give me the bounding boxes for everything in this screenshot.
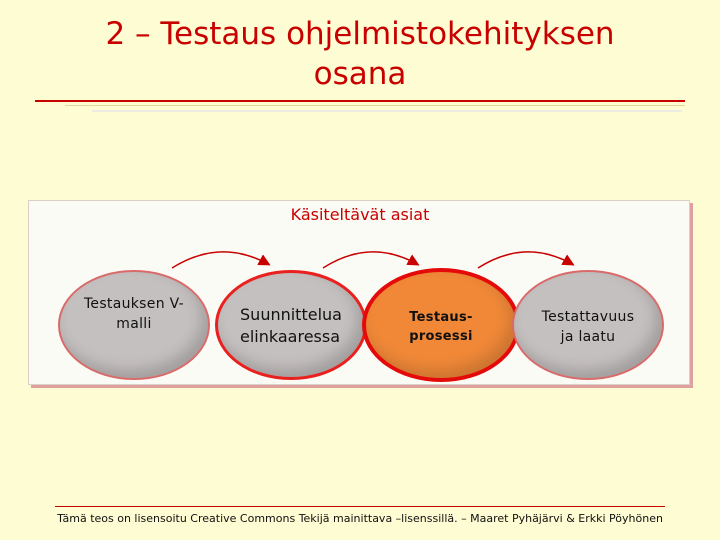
arrow-2-to-3	[323, 252, 417, 268]
license-footer: Tämä teos on lisensoitu Creative Commons Tekijä mainittava –lisenssillä. – Maaret Pyhäjärvi & Erkki Pöyhönen	[57, 512, 663, 525]
topic-label: Suunnittelua elinkaaressa	[240, 305, 342, 346]
topic-label: Testattavuus ja laatu	[541, 309, 635, 345]
arrow-1-to-2	[172, 252, 268, 268]
topic-node-test-process	[362, 268, 520, 382]
title-line-1: 2 – Testaus ohjelmistokehityksen	[105, 16, 615, 52]
topics-heading: Käsiteltävät asiat	[290, 205, 430, 224]
arrow-3-to-4	[478, 252, 572, 268]
topic-label: Testaus- prosessi	[409, 310, 473, 344]
footer-divider	[55, 506, 665, 507]
topic-label: Testauksen V- malli	[83, 296, 185, 332]
topic-node-v-model	[58, 270, 210, 380]
title-line-2: osana	[313, 56, 407, 92]
topic-node-testability-quality	[512, 270, 664, 380]
topic-node-lifecycle-planning	[215, 270, 367, 380]
